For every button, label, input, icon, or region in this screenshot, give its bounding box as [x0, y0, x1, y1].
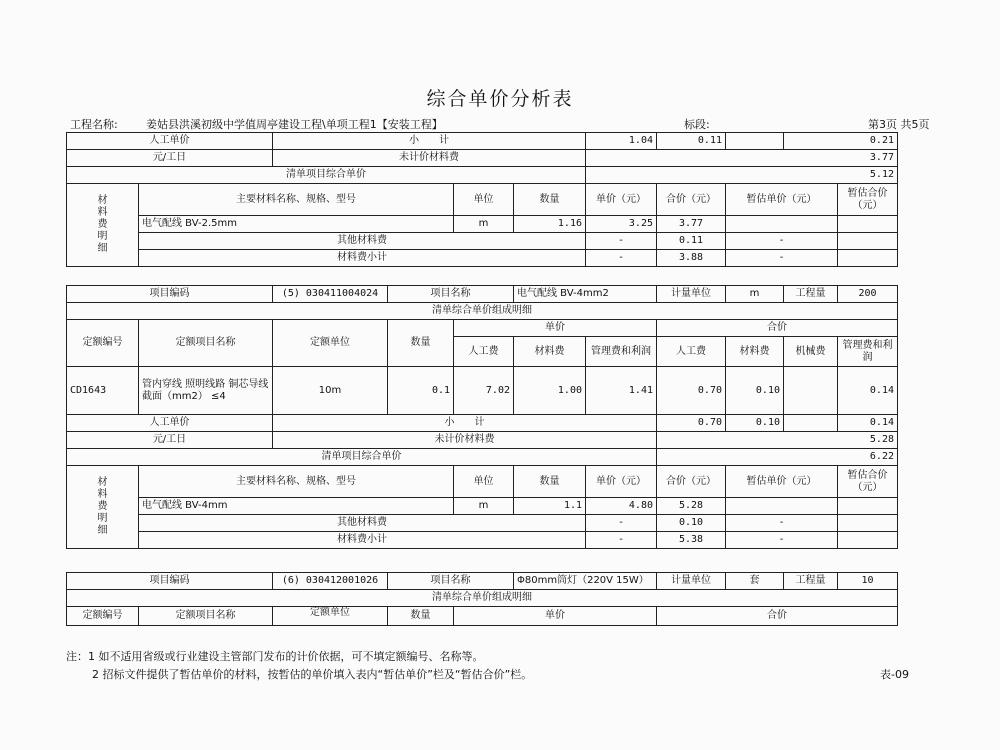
analysis-table-1: [66, 132, 898, 267]
quota-labor: 7.02: [454, 367, 514, 415]
unit-price-header: 单价（元）: [586, 466, 657, 498]
table-row: [67, 167, 898, 184]
table-row: [67, 286, 898, 303]
material-header: 材料费: [514, 337, 586, 367]
labor-header: 人工费: [454, 337, 514, 367]
quota-total-machine: [784, 367, 838, 415]
item-total-price-label: 清单项目综合单价: [67, 449, 657, 466]
measure-unit-label: 计量单位: [657, 573, 726, 590]
table-row: [67, 515, 898, 532]
main-material-header: 主要材料名称、规格、型号: [139, 184, 454, 216]
material-name: 电气配线 BV-4mm: [139, 498, 454, 515]
labor-unit-price-label: 人工单价: [67, 415, 273, 432]
quota-material: 1.00: [514, 367, 586, 415]
quota-qty: 0.1: [388, 367, 454, 415]
yuan-per-day-label: 元/工日: [67, 432, 273, 449]
quota-unit-header: 定额单位: [273, 320, 388, 367]
other-material-total: 0.11: [657, 233, 726, 250]
other-material-price: -: [586, 233, 657, 250]
material-subtotal-label: 材料费小计: [139, 532, 586, 549]
material-subtotal-total: 5.38: [657, 532, 726, 549]
subtotal-material: 0.11: [657, 133, 726, 150]
quota-qty-header: 数量: [388, 320, 454, 367]
table-row: [67, 607, 898, 626]
unit-header: 单位: [454, 466, 514, 498]
est-unit-price-header: 暂估单价（元）: [726, 184, 838, 216]
price-group-header: 单价: [454, 607, 657, 626]
total-price-header: 合价（元）: [657, 466, 726, 498]
material-est-price: [726, 498, 838, 515]
unit-price-header: 单价（元）: [586, 184, 657, 216]
subtotal-material: 0.10: [726, 415, 784, 432]
section-label: 标段:: [684, 118, 710, 131]
table-row: [67, 216, 898, 233]
table-row: [67, 320, 898, 337]
table-row: [67, 184, 898, 216]
labor-unit-price-label: 人工单价: [67, 133, 273, 150]
material-qty: 1.16: [514, 216, 586, 233]
subtotal-mgmt: 0.14: [838, 415, 898, 432]
item-name-label: 项目名称: [388, 573, 514, 590]
work-quantity-value: 200: [838, 286, 898, 303]
quantity-header: 数量: [514, 466, 586, 498]
composition-detail-label: 清单综合单价组成明细: [67, 303, 898, 320]
total-machine-header: 机械费: [784, 337, 838, 367]
table-row: [67, 466, 898, 498]
subtotal-labor: 1.04: [586, 133, 657, 150]
table-row: [67, 573, 898, 590]
quota-total-material: 0.10: [726, 367, 784, 415]
material-name: 电气配线 BV-2.5mm: [139, 216, 454, 233]
analysis-table-3: [66, 572, 898, 626]
item-code-label: 项目编码: [67, 573, 273, 590]
material-subtotal-price: -: [586, 250, 657, 267]
total-labor-header: 人工费: [657, 337, 726, 367]
note-line-1: 注：1 如不适用省级或行业建设主管部门发布的计价依据，可不填定额编号、名称等。: [66, 650, 484, 663]
material-est-total: [838, 498, 898, 515]
other-material-est: -: [726, 233, 838, 250]
table-row: [67, 233, 898, 250]
analysis-table-2: [66, 285, 898, 549]
quota-code-header: 定额编号: [67, 320, 139, 367]
unpriced-material-label: 未计价材料费: [273, 432, 657, 449]
table-row: [67, 590, 898, 607]
page-title: 综合单价分析表: [426, 88, 574, 110]
est-unit-price-header: 暂估单价（元）: [726, 466, 838, 498]
table-row: [67, 498, 898, 515]
other-material-price: -: [586, 515, 657, 532]
other-material-est: -: [726, 515, 838, 532]
item-code-value: (6) 030412001026: [273, 573, 388, 590]
total-price-header: 合价（元）: [657, 184, 726, 216]
total-group-header: 合价: [657, 607, 898, 626]
work-quantity-label: 工程量: [784, 286, 838, 303]
mgmt-header: 管理费和利润: [586, 337, 657, 367]
subtotal-machine: [726, 133, 784, 150]
yuan-per-day-label: 元/工日: [67, 150, 273, 167]
project-label: 工程名称:: [70, 118, 118, 131]
quota-code-header: 定额编号: [67, 607, 139, 626]
quota-name-header: 定额项目名称: [139, 607, 273, 626]
material-detail-label: 材 料 费 明 细: [67, 466, 139, 549]
material-price: 4.80: [586, 498, 657, 515]
material-qty: 1.1: [514, 498, 586, 515]
main-material-header: 主要材料名称、规格、型号: [139, 466, 454, 498]
total-material-header: 材料费: [726, 337, 784, 367]
quota-qty-header: 数量: [388, 607, 454, 626]
project-name: 姜姑县洪溪初级中学值周亭建设工程\单项工程1【安装工程】: [146, 118, 443, 131]
other-material-total: 0.10: [657, 515, 726, 532]
work-quantity-label: 工程量: [784, 573, 838, 590]
item-code-label: 项目编码: [67, 286, 273, 303]
item-name-value: 电气配线 BV-4mm2: [514, 286, 657, 303]
quota-name-header: 定额项目名称: [139, 320, 273, 367]
work-quantity-value: 10: [838, 573, 898, 590]
item-code-value: (5) 030411004024: [273, 286, 388, 303]
other-material-label: 其他材料费: [139, 233, 586, 250]
material-total: 5.28: [657, 498, 726, 515]
table-row: [67, 150, 898, 167]
material-unit: m: [454, 216, 514, 233]
quota-name: 管内穿线 照明线路 铜芯导线截面（mm2） ≤4: [139, 367, 273, 415]
item-total-price-value: 5.12: [586, 167, 898, 184]
subtotal-label: 小 计: [273, 415, 657, 432]
table-row: [67, 250, 898, 267]
material-price: 3.25: [586, 216, 657, 233]
item-total-price-value: 6.22: [657, 449, 898, 466]
subtotal-label: 小 计: [273, 133, 586, 150]
material-subtotal-est: -: [726, 250, 838, 267]
quota-mgmt: 1.41: [586, 367, 657, 415]
form-number: 表-09: [880, 668, 909, 681]
est-total-price-header: 暂估合价（元）: [838, 184, 898, 216]
unpriced-material-value: 5.28: [657, 432, 898, 449]
item-name-label: 项目名称: [388, 286, 514, 303]
table-row: [67, 415, 898, 432]
price-group-header: 单价: [454, 320, 657, 337]
est-total-price-header: 暂估合价（元）: [838, 466, 898, 498]
material-subtotal-label: 材料费小计: [139, 250, 586, 267]
material-unit: m: [454, 498, 514, 515]
total-mgmt-header: 管理费和利润: [838, 337, 898, 367]
page-info: 第3页 共5页: [868, 118, 930, 131]
item-total-price-label: 清单项目综合单价: [67, 167, 586, 184]
quantity-header: 数量: [514, 184, 586, 216]
table-row: [67, 449, 898, 466]
subtotal-machine: [784, 415, 838, 432]
material-est-price: [726, 216, 838, 233]
quota-unit-header: 定额单位: [273, 607, 388, 626]
material-subtotal-total: 3.88: [657, 250, 726, 267]
unpriced-material-label: 未计价材料费: [273, 150, 586, 167]
quota-total-labor: 0.70: [657, 367, 726, 415]
material-total: 3.77: [657, 216, 726, 233]
material-subtotal-est: -: [726, 532, 838, 549]
other-material-label: 其他材料费: [139, 515, 586, 532]
table-row: [67, 133, 898, 150]
measure-unit-value: 套: [726, 573, 784, 590]
measure-unit-label: 计量单位: [657, 286, 726, 303]
subtotal-labor: 0.70: [657, 415, 726, 432]
item-name-value: Φ80mm筒灯（220V 15W）: [514, 573, 657, 590]
material-detail-label: 材 料 费 明 细: [67, 184, 139, 267]
subtotal-mgmt: 0.21: [784, 133, 898, 150]
quota-unit: 10m: [273, 367, 388, 415]
material-subtotal-price: -: [586, 532, 657, 549]
unit-header: 单位: [454, 184, 514, 216]
table-row: [67, 367, 898, 415]
total-group-header: 合价: [657, 320, 898, 337]
table-row: [67, 432, 898, 449]
table-row: [67, 303, 898, 320]
composition-detail-label: 清单综合单价组成明细: [67, 590, 898, 607]
quota-total-mgmt: 0.14: [838, 367, 898, 415]
table-row: [67, 532, 898, 549]
quota-code: CD1643: [67, 367, 139, 415]
unpriced-material-value: 3.77: [586, 150, 898, 167]
measure-unit-value: m: [726, 286, 784, 303]
note-line-2: 2 招标文件提供了暂估单价的材料，按暂估的单价填入表内“暂估单价”栏及“暂估合价”栏。: [92, 668, 533, 681]
material-est-total: [838, 216, 898, 233]
